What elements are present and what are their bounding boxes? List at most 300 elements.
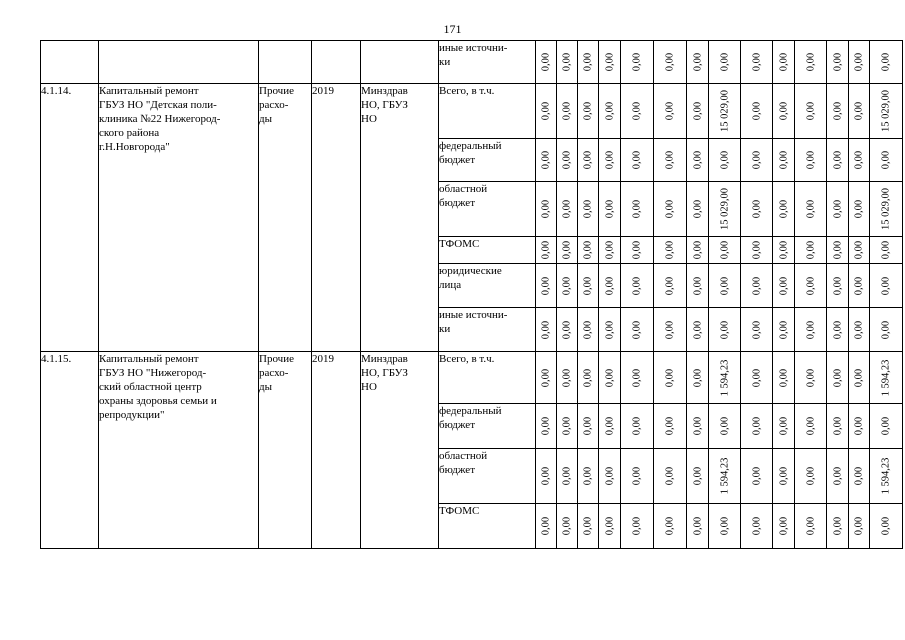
amount-value: 0,00 — [692, 52, 703, 72]
amount-cell — [536, 264, 557, 308]
amount-cell — [557, 182, 578, 237]
amount-cell — [709, 139, 741, 182]
amount-value: 0,00 — [561, 101, 573, 121]
amount-value: 0,00 — [631, 320, 643, 339]
amount-cell — [827, 84, 849, 139]
amount-cell — [795, 352, 827, 404]
amount-value: 0,00 — [561, 416, 573, 436]
amount-cell — [870, 139, 903, 182]
amount-cell — [773, 84, 795, 139]
amount-value: 0,00 — [880, 516, 892, 536]
amount-value: 0,00 — [853, 276, 865, 295]
amount-cell — [536, 352, 557, 404]
amount-value: 0,00 — [582, 52, 594, 72]
table-row — [41, 84, 903, 139]
amount-value: 0,00 — [880, 320, 892, 339]
amount-cell — [687, 264, 709, 308]
amount-value: 0,00 — [582, 199, 594, 219]
amount-value: 0,00 — [664, 199, 676, 219]
amount-value: 0,00 — [853, 150, 865, 170]
amount-value: 0,00 — [778, 416, 789, 436]
amount-value: 0,00 — [853, 466, 865, 486]
amount-cell — [709, 84, 741, 139]
amount-value: 0,00 — [692, 320, 703, 339]
code-cell — [41, 41, 99, 84]
amount-value: 0,00 — [880, 416, 892, 436]
amount-value: 0,00 — [561, 240, 573, 260]
funding-source: областной бюджет — [439, 449, 536, 504]
amount-cell — [621, 352, 654, 404]
amount-value: 0,00 — [692, 240, 703, 260]
amount-cell — [578, 182, 599, 237]
amount-cell — [849, 308, 870, 352]
amount-cell — [536, 404, 557, 449]
amount-value: 15 029,00 — [719, 90, 730, 132]
amount-cell — [773, 139, 795, 182]
amount-value: 0,00 — [832, 320, 843, 339]
amount-cell — [654, 139, 687, 182]
amount-value: 0,00 — [778, 240, 789, 260]
amount-cell — [827, 404, 849, 449]
amount-value: 0,00 — [880, 240, 892, 260]
amount-value: 0,00 — [664, 276, 676, 295]
amount-cell — [599, 182, 621, 237]
amount-value: 0,00 — [540, 240, 552, 260]
amount-cell — [557, 404, 578, 449]
amount-cell — [870, 237, 903, 264]
amount-cell — [621, 139, 654, 182]
amount-cell — [870, 404, 903, 449]
amount-value: 0,00 — [805, 150, 816, 170]
amount-value: 0,00 — [604, 320, 615, 339]
funding-source: Всего, в т.ч. — [439, 352, 536, 404]
item-code: 4.1.15. — [41, 352, 99, 549]
amount-value: 0,00 — [805, 240, 816, 260]
amount-cell — [773, 264, 795, 308]
amount-cell — [741, 504, 773, 549]
amount-value: 0,00 — [692, 416, 703, 436]
amount-value: 0,00 — [778, 52, 789, 72]
amount-cell — [827, 308, 849, 352]
executor: Минздрав НО, ГБУЗ НО — [361, 352, 439, 549]
amount-cell — [687, 41, 709, 84]
amount-cell — [827, 237, 849, 264]
amount-value: 0,00 — [540, 52, 552, 72]
amount-value: 0,00 — [631, 101, 643, 121]
amount-cell — [709, 449, 741, 504]
executor-cell — [361, 41, 439, 84]
amount-cell — [773, 404, 795, 449]
amount-value: 0,00 — [778, 150, 789, 170]
amount-value: 0,00 — [604, 416, 615, 436]
amount-cell — [621, 504, 654, 549]
amount-cell — [599, 139, 621, 182]
expense-type: Прочие расхо- ды — [259, 352, 312, 549]
amount-value: 0,00 — [540, 101, 552, 121]
amount-cell — [741, 308, 773, 352]
amount-cell — [795, 237, 827, 264]
funding-source: федеральный бюджет — [439, 139, 536, 182]
amount-cell — [773, 182, 795, 237]
amount-cell — [849, 449, 870, 504]
type-cell — [259, 41, 312, 84]
amount-value: 0,00 — [604, 240, 615, 260]
amount-cell — [557, 352, 578, 404]
amount-cell — [578, 504, 599, 549]
amount-cell — [536, 182, 557, 237]
amount-cell — [621, 449, 654, 504]
amount-cell — [795, 84, 827, 139]
amount-value: 0,00 — [561, 52, 573, 72]
amount-value: 0,00 — [582, 416, 594, 436]
amount-value: 0,00 — [631, 199, 643, 219]
table-row — [41, 352, 903, 404]
amount-cell — [849, 264, 870, 308]
amount-cell — [621, 404, 654, 449]
amount-value: 0,00 — [604, 150, 615, 170]
amount-cell — [536, 41, 557, 84]
amount-cell — [621, 41, 654, 84]
amount-cell — [578, 449, 599, 504]
amount-value: 0,00 — [561, 276, 573, 295]
amount-cell — [599, 504, 621, 549]
amount-cell — [849, 182, 870, 237]
amount-cell — [557, 504, 578, 549]
amount-value: 0,00 — [582, 276, 594, 295]
amount-value: 0,00 — [751, 101, 762, 121]
amount-cell — [599, 237, 621, 264]
amount-value: 0,00 — [751, 276, 762, 295]
amount-cell — [849, 139, 870, 182]
amount-cell — [827, 504, 849, 549]
amount-cell — [870, 308, 903, 352]
amount-value: 15 029,00 — [880, 188, 892, 230]
amount-value: 0,00 — [604, 466, 615, 486]
amount-cell — [870, 84, 903, 139]
amount-cell — [709, 182, 741, 237]
amount-cell — [795, 264, 827, 308]
funding-source: федеральный бюджет — [439, 404, 536, 449]
amount-cell — [849, 504, 870, 549]
amount-value: 0,00 — [664, 416, 676, 436]
amount-value: 0,00 — [805, 199, 816, 219]
amount-value: 0,00 — [832, 416, 843, 436]
amount-value: 1 594,23 — [880, 359, 892, 396]
amount-cell — [827, 139, 849, 182]
amount-cell — [536, 308, 557, 352]
amount-cell — [536, 449, 557, 504]
amount-cell — [654, 182, 687, 237]
amount-value: 0,00 — [604, 368, 615, 387]
funding-source: иные источни- ки — [439, 41, 536, 84]
amount-cell — [654, 504, 687, 549]
amount-value: 0,00 — [582, 101, 594, 121]
amount-value: 0,00 — [540, 368, 552, 387]
amount-value: 0,00 — [692, 150, 703, 170]
amount-value: 0,00 — [540, 516, 552, 536]
amount-value: 0,00 — [664, 52, 676, 72]
amount-cell — [687, 84, 709, 139]
amount-cell — [795, 404, 827, 449]
amount-cell — [849, 352, 870, 404]
amount-cell — [773, 504, 795, 549]
funding-source: ТФОМС — [439, 504, 536, 549]
amount-value: 0,00 — [582, 368, 594, 387]
amount-cell — [599, 449, 621, 504]
amount-cell — [827, 449, 849, 504]
amount-value: 0,00 — [832, 101, 843, 121]
amount-cell — [849, 84, 870, 139]
amount-cell — [795, 308, 827, 352]
funding-source: иные источни- ки — [439, 308, 536, 352]
year-cell — [312, 41, 361, 84]
amount-value: 0,00 — [582, 150, 594, 170]
amount-value: 0,00 — [853, 320, 865, 339]
amount-value: 0,00 — [664, 240, 676, 260]
amount-cell — [827, 41, 849, 84]
amount-value: 0,00 — [631, 368, 643, 387]
amount-cell — [709, 237, 741, 264]
amount-cell — [654, 41, 687, 84]
amount-value: 0,00 — [692, 199, 703, 219]
amount-value: 15 029,00 — [719, 188, 730, 230]
amount-value: 0,00 — [604, 276, 615, 295]
amount-cell — [849, 404, 870, 449]
amount-cell — [654, 84, 687, 139]
amount-cell — [599, 84, 621, 139]
amount-cell — [795, 449, 827, 504]
amount-cell — [741, 264, 773, 308]
amount-value: 0,00 — [805, 52, 816, 72]
amount-value: 0,00 — [853, 52, 865, 72]
amount-cell — [741, 352, 773, 404]
amount-cell — [709, 404, 741, 449]
amount-value: 0,00 — [631, 516, 643, 536]
amount-cell — [709, 352, 741, 404]
amount-value: 0,00 — [853, 516, 865, 536]
amount-value: 0,00 — [832, 52, 843, 72]
amount-cell — [599, 264, 621, 308]
amount-cell — [621, 237, 654, 264]
amount-cell — [536, 237, 557, 264]
amount-value: 0,00 — [805, 466, 816, 486]
amount-cell — [741, 182, 773, 237]
amount-cell — [773, 41, 795, 84]
amount-value: 0,00 — [719, 320, 730, 339]
amount-value: 0,00 — [805, 368, 816, 387]
amount-cell — [827, 264, 849, 308]
funding-source: ТФОМС — [439, 237, 536, 264]
amount-cell — [741, 41, 773, 84]
amount-cell — [654, 237, 687, 264]
amount-cell — [827, 182, 849, 237]
amount-value: 0,00 — [664, 466, 676, 486]
amount-value: 0,00 — [853, 199, 865, 219]
amount-value: 0,00 — [751, 199, 762, 219]
amount-value: 0,00 — [853, 416, 865, 436]
amount-value: 0,00 — [880, 276, 892, 295]
amount-cell — [741, 84, 773, 139]
amount-value: 0,00 — [751, 320, 762, 339]
amount-value: 0,00 — [631, 276, 643, 295]
amount-value: 0,00 — [832, 368, 843, 387]
amount-value: 0,00 — [561, 199, 573, 219]
amount-value: 0,00 — [832, 276, 843, 295]
amount-value: 0,00 — [751, 368, 762, 387]
amount-cell — [870, 352, 903, 404]
amount-cell — [687, 404, 709, 449]
amount-value: 0,00 — [631, 416, 643, 436]
amount-cell — [654, 449, 687, 504]
amount-value: 0,00 — [692, 466, 703, 486]
amount-cell — [687, 504, 709, 549]
amount-cell — [741, 404, 773, 449]
name-cell — [99, 41, 259, 84]
amount-value: 0,00 — [540, 416, 552, 436]
amount-value: 0,00 — [832, 150, 843, 170]
item-name: Капитальный ремонт ГБУЗ НО "Нижегород- ский областной центр охраны здоровья семьи и репродукции" — [99, 352, 259, 549]
amount-cell — [687, 182, 709, 237]
amount-value: 0,00 — [751, 516, 762, 536]
amount-value: 1 594,23 — [880, 457, 892, 495]
amount-value: 1 594,23 — [719, 359, 730, 396]
item-year: 2019 — [312, 84, 361, 352]
amount-cell — [621, 182, 654, 237]
amount-cell — [654, 352, 687, 404]
amount-cell — [870, 264, 903, 308]
amount-value: 0,00 — [540, 320, 552, 339]
executor: Минздрав НО, ГБУЗ НО — [361, 84, 439, 352]
amount-cell — [827, 352, 849, 404]
amount-value: 0,00 — [805, 101, 816, 121]
amount-value: 0,00 — [805, 516, 816, 536]
amount-value: 0,00 — [604, 516, 615, 536]
amount-value: 0,00 — [540, 199, 552, 219]
amount-cell — [687, 308, 709, 352]
amount-value: 0,00 — [582, 320, 594, 339]
amount-cell — [849, 237, 870, 264]
amount-cell — [621, 264, 654, 308]
amount-value: 0,00 — [805, 276, 816, 295]
amount-cell — [536, 504, 557, 549]
amount-cell — [741, 139, 773, 182]
funding-source: Всего, в т.ч. — [439, 84, 536, 139]
amount-value: 0,00 — [751, 466, 762, 486]
amount-value: 0,00 — [604, 52, 615, 72]
amount-cell — [687, 449, 709, 504]
amount-value: 0,00 — [853, 240, 865, 260]
amount-cell — [687, 237, 709, 264]
amount-value: 0,00 — [631, 240, 643, 260]
amount-cell — [687, 139, 709, 182]
amount-value: 0,00 — [853, 368, 865, 387]
amount-cell — [621, 308, 654, 352]
amount-value: 0,00 — [692, 516, 703, 536]
amount-cell — [578, 237, 599, 264]
amount-cell — [795, 504, 827, 549]
amount-cell — [741, 449, 773, 504]
expense-type: Прочие расхо- ды — [259, 84, 312, 352]
amount-value: 0,00 — [540, 150, 552, 170]
amount-cell — [557, 308, 578, 352]
amount-value: 0,00 — [719, 516, 730, 536]
funding-source: юридические лица — [439, 264, 536, 308]
amount-value: 0,00 — [832, 240, 843, 260]
amount-cell — [687, 352, 709, 404]
amount-cell — [870, 504, 903, 549]
amount-cell — [654, 264, 687, 308]
amount-cell — [870, 182, 903, 237]
amount-value: 0,00 — [561, 466, 573, 486]
amount-value: 0,00 — [778, 516, 789, 536]
amount-cell — [654, 308, 687, 352]
amount-cell — [621, 84, 654, 139]
amount-cell — [578, 404, 599, 449]
amount-value: 0,00 — [631, 466, 643, 486]
amount-cell — [773, 352, 795, 404]
amount-value: 0,00 — [778, 320, 789, 339]
amount-cell — [557, 449, 578, 504]
amount-cell — [773, 237, 795, 264]
amount-value: 0,00 — [751, 416, 762, 436]
amount-value: 0,00 — [805, 320, 816, 339]
amount-value: 0,00 — [880, 52, 892, 72]
amount-value: 0,00 — [751, 150, 762, 170]
amount-value: 0,00 — [561, 320, 573, 339]
amount-cell — [709, 264, 741, 308]
amount-cell — [849, 41, 870, 84]
amount-cell — [557, 264, 578, 308]
item-year: 2019 — [312, 352, 361, 549]
amount-value: 0,00 — [604, 199, 615, 219]
amount-value: 0,00 — [692, 368, 703, 387]
amount-value: 0,00 — [631, 52, 643, 72]
amount-cell — [536, 139, 557, 182]
amount-value: 0,00 — [719, 240, 730, 260]
amount-value: 0,00 — [692, 276, 703, 295]
amount-value: 0,00 — [719, 416, 730, 436]
amount-value: 0,00 — [604, 101, 615, 121]
amount-cell — [557, 139, 578, 182]
amount-cell — [578, 352, 599, 404]
amount-value: 1 594,23 — [719, 457, 730, 495]
amount-value: 0,00 — [561, 368, 573, 387]
amount-value: 0,00 — [664, 150, 676, 170]
amount-cell — [578, 139, 599, 182]
amount-cell — [870, 41, 903, 84]
amount-cell — [578, 264, 599, 308]
amount-cell — [578, 308, 599, 352]
amount-cell — [773, 449, 795, 504]
amount-value: 0,00 — [719, 52, 730, 72]
amount-value: 0,00 — [751, 240, 762, 260]
amount-value: 0,00 — [832, 199, 843, 219]
amount-value: 0,00 — [664, 368, 676, 387]
amount-cell — [599, 404, 621, 449]
amount-value: 0,00 — [664, 516, 676, 536]
amount-value: 15 029,00 — [880, 90, 892, 132]
amount-value: 0,00 — [880, 150, 892, 170]
amount-cell — [795, 41, 827, 84]
amount-value: 0,00 — [664, 320, 676, 339]
amount-cell — [599, 41, 621, 84]
amount-value: 0,00 — [778, 368, 789, 387]
amount-value: 0,00 — [582, 516, 594, 536]
amount-cell — [599, 352, 621, 404]
amount-value: 0,00 — [853, 101, 865, 121]
amount-cell — [795, 182, 827, 237]
amount-value: 0,00 — [778, 101, 789, 121]
